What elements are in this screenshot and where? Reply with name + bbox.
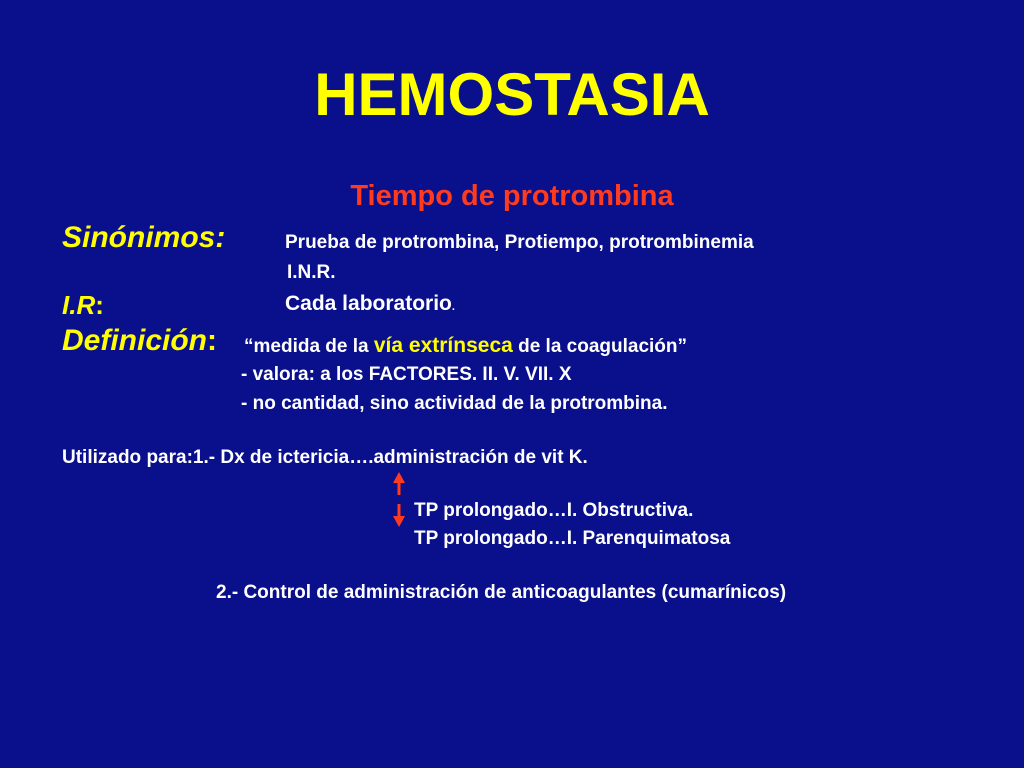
uses-intro: Utilizado para:1.- Dx de ictericia….administración de vit K. xyxy=(62,447,588,468)
ir-period: . xyxy=(451,301,455,313)
definition-text-before: “medida de la xyxy=(244,336,374,357)
arrows-graphic xyxy=(389,470,409,530)
synonyms-label-text: Sinónimos xyxy=(62,221,216,254)
synonyms-label xyxy=(62,221,225,255)
ir-label-text: I.R xyxy=(62,290,96,320)
ir-colon: : xyxy=(95,290,104,320)
definition-bullet-1: - valora: a los FACTORES. II. V. VII. X xyxy=(241,364,572,385)
slide-title: HEMOSTASIA xyxy=(314,61,710,128)
definition-text xyxy=(244,334,687,358)
definition-colon: : xyxy=(207,324,218,357)
synonyms-line2: I.N.R. xyxy=(287,262,336,283)
synonyms-line1: Prueba de protrombina, Protiempo, protrombinemia xyxy=(285,232,754,253)
arrow-up-icon xyxy=(393,472,405,495)
definition-bullet-2: - no cantidad, sino actividad de la protrombina. xyxy=(241,393,668,414)
synonyms-colon: : xyxy=(215,221,226,254)
uses-obstructive: TP prolongado…I. Obstructiva. xyxy=(414,500,694,521)
ir-label xyxy=(62,290,104,321)
definition-highlight: vía extrínseca xyxy=(373,334,513,357)
definition-label-text: Definición xyxy=(62,324,208,357)
ir-value xyxy=(285,292,455,316)
arrow-down-icon xyxy=(393,504,405,527)
ir-value-text: Cada laboratorio xyxy=(285,292,452,315)
uses-parenchymal: TP prolongado…I. Parenquimatosa xyxy=(414,528,731,549)
uses-item-2: 2.- Control de administración de anticoagulantes (cumarínicos) xyxy=(216,582,787,603)
definition-text-after: de la coagulación” xyxy=(512,336,688,357)
slide-subtitle: Tiempo de protrombina xyxy=(350,180,674,212)
definition-label xyxy=(62,324,217,358)
